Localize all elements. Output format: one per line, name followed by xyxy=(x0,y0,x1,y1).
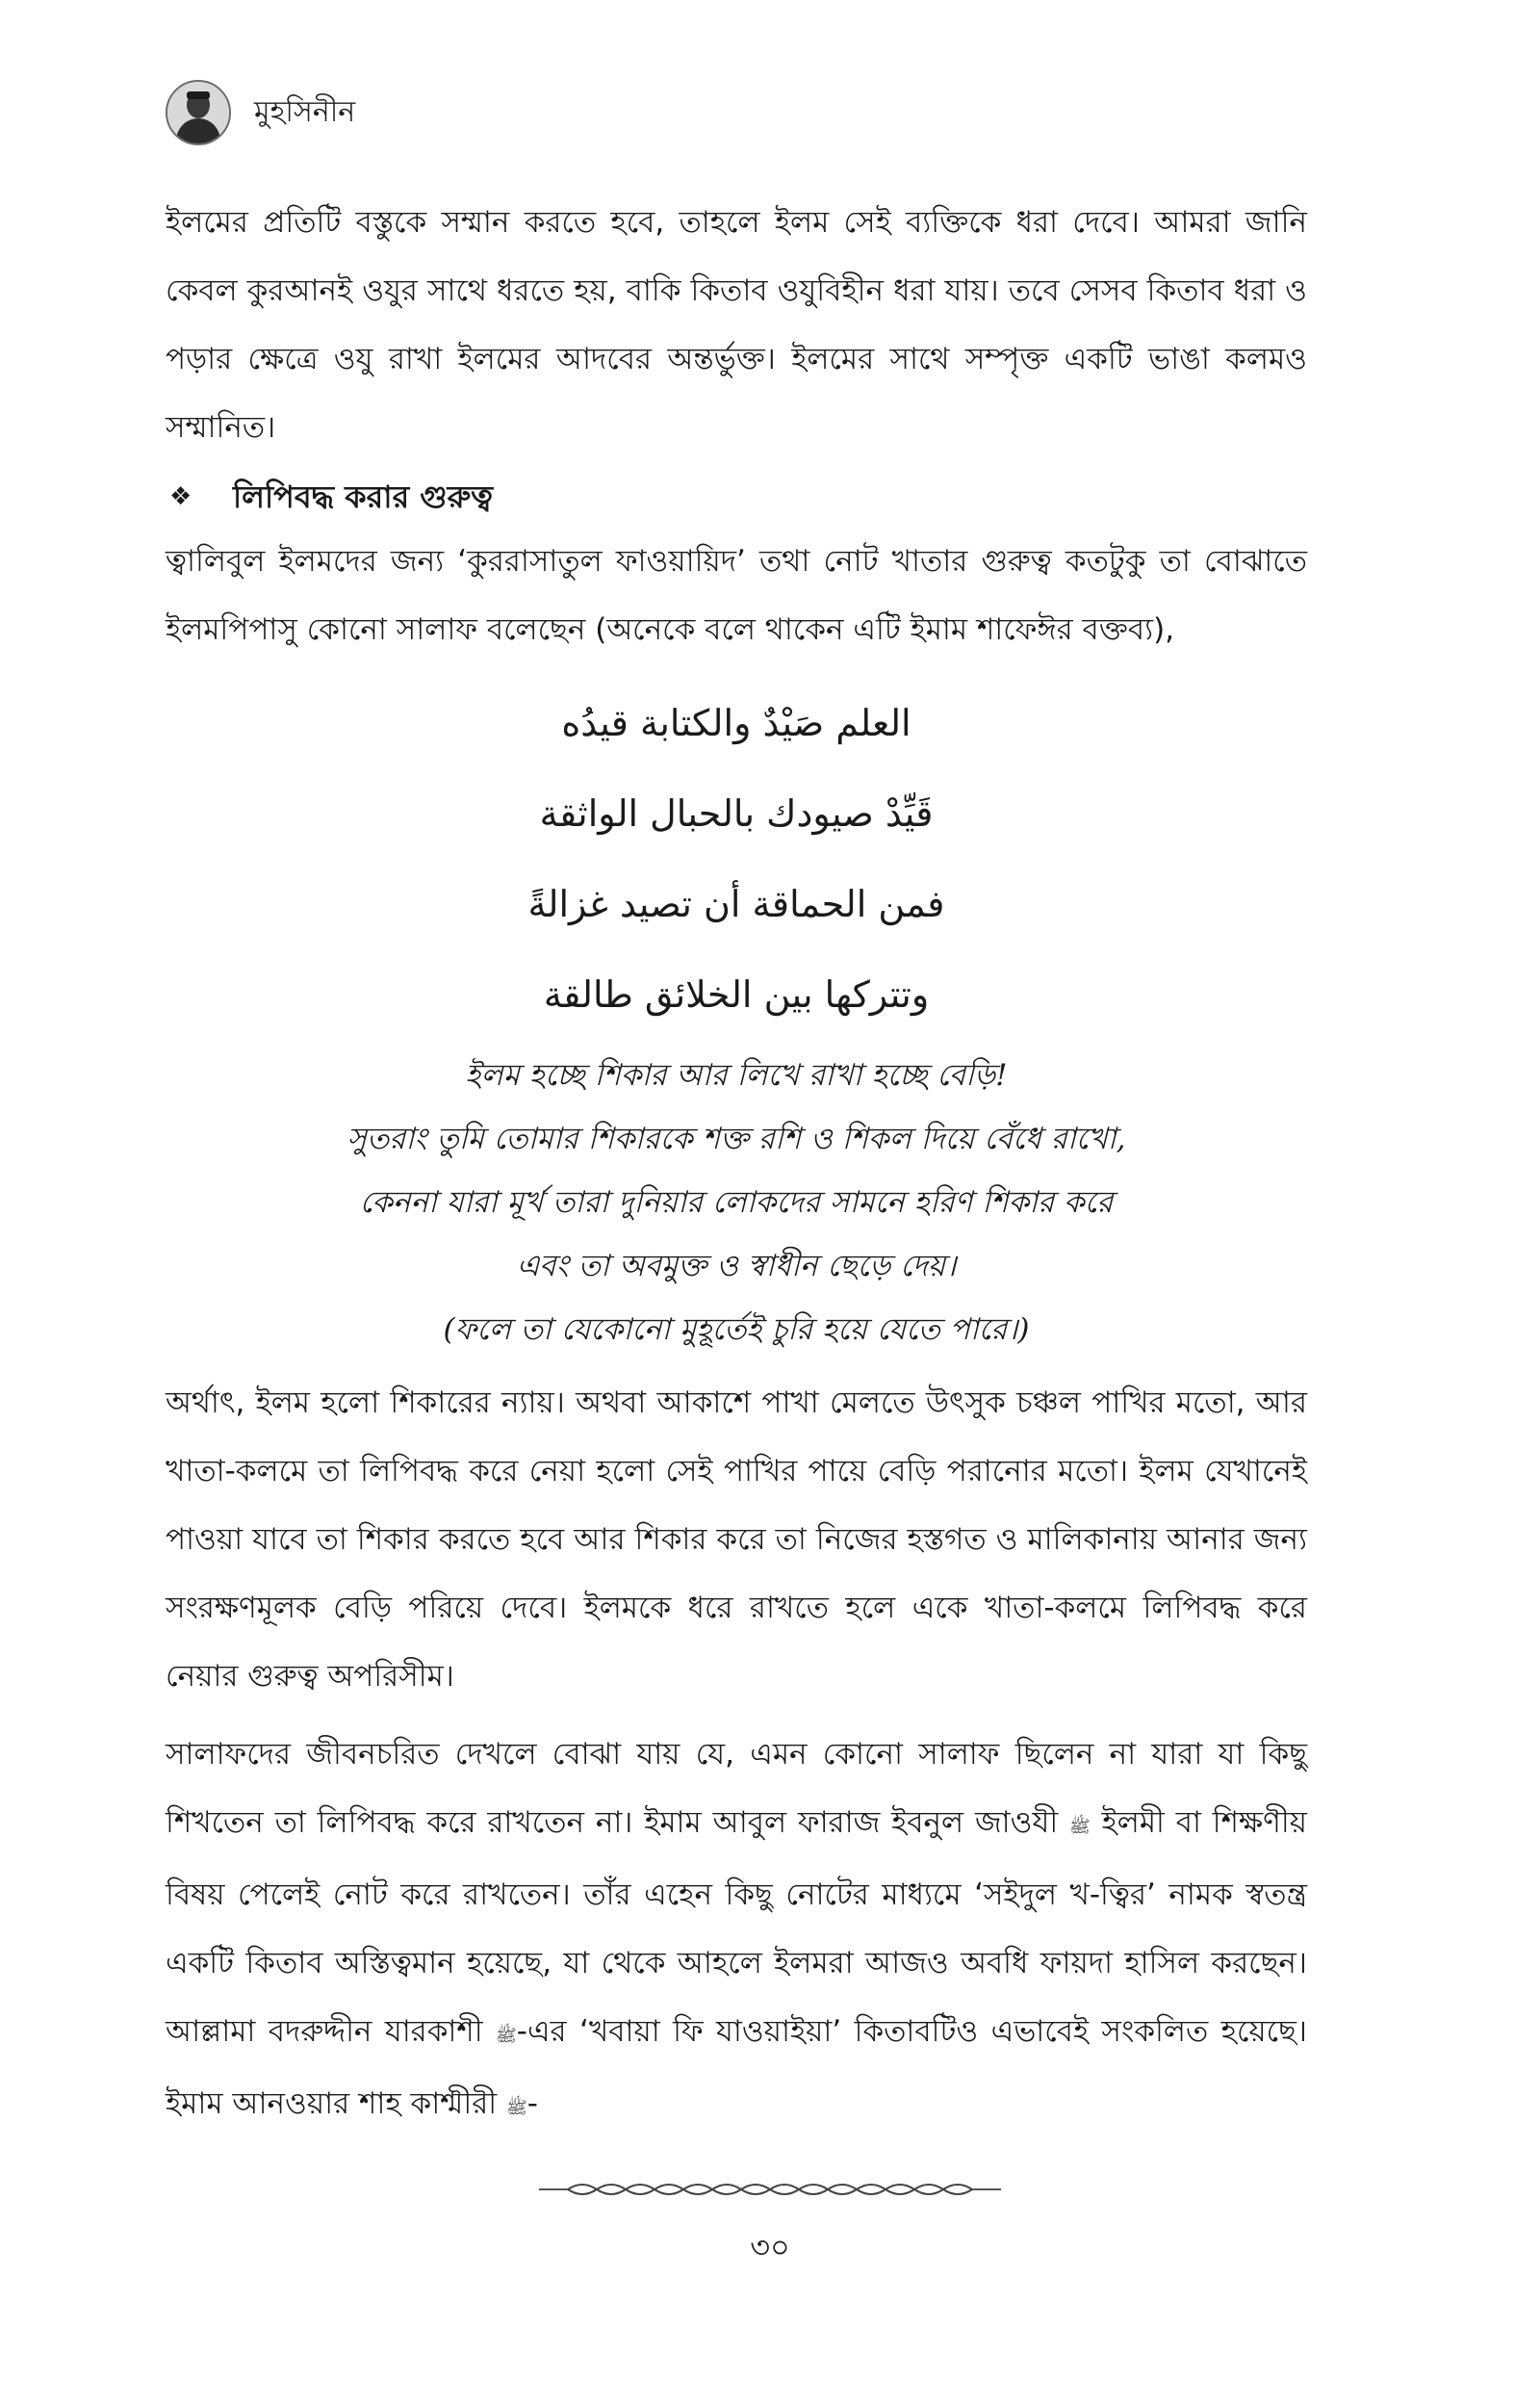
page-header xyxy=(166,79,355,146)
arabic-verse: العلم صَيْدٌ والكتابة قيدُه xyxy=(561,702,911,744)
paragraph-salaf-part: - xyxy=(526,2086,538,2121)
author-avatar-icon xyxy=(166,80,231,145)
paragraph-salaf-part: সালাফদের জীবনচরিত দেখলে বোঝা যায় যে, এমন কোনো সালাফ ছিলেন না যারা যা কিছু শিখতেন তা লিপিবদ্ধ করে রাখতেন না। ইমাম আবুল ফারাজ ইবনুল জাওযী xyxy=(166,1737,1307,1840)
page-content xyxy=(166,189,1307,2142)
paragraph-meaning: অর্থাৎ, ইলম হলো শিকারের ন্যায়। অথবা আকাশে পাখা মেলতে উৎসুক চঞ্চল পাখির মতো, আর খাতা-কলমে তা লিপিবদ্ধ করে নেয়া হলো সেই পাখির পায়ে বেড়ি পরানোর মতো। ইলম যেখানেই পাওয়া যাবে তা শিকার করতে হবে আর শিকার করে তা নিজের হস্তগত ও মালিকানায় আনার জন্য সংরক্ষণমূলক বেড়ি পরিয়ে দেবে। ইলমকে ধরে রাখতে হলে একে খাতা-কলমে লিপিবদ্ধ করে নেয়ার গুরুত্ব অপরিসীম। xyxy=(166,1385,1307,1694)
paragraph-intro: ত্বালিবুল ইলমদের জন্য ‘কুররাসাতুল ফাওয়ায়িদ’ তথা নোট খাতার গুরুত্ব কতটুকু তা বোঝাতে ইলমপিপাসু কোনো সালাফ বলেছেন (অনেকে বলে থাকেন এটি ইমাম শাফেঈর বক্তব্য), xyxy=(166,544,1307,647)
honorific-glyph: ﷺ xyxy=(505,2098,527,2118)
poem-line: ইলম হচ্ছে শিকার আর লিখে রাখা হচ্ছে বেড়ি! xyxy=(465,1058,1008,1093)
section-heading xyxy=(166,466,1307,528)
paragraph-salaf xyxy=(166,1721,1307,2142)
arabic-verse: قَيِّدْ صيودك بالحبال الواثقة xyxy=(539,792,934,835)
poem-line: এবং তা অবমুক্ত ও স্বাধীন ছেড়ে দেয়। xyxy=(516,1249,957,1283)
honorific-glyph: ﷺ xyxy=(1069,1817,1091,1837)
poem-line: সুতরাং তুমি তোমার শিকারকে শক্ত রশি ও শিকল দিয়ে বেঁধে রাখো, xyxy=(346,1122,1126,1156)
page-number: ৩০ xyxy=(750,2229,790,2265)
book-title: মুহসিনীন xyxy=(254,94,356,129)
bengali-poem-translation xyxy=(166,1044,1307,1361)
paragraph-salaf-part: ইলমী বা শিক্ষণীয় বিষয় পেলেই নোট করে রাখতেন। তাঁর এহেন কিছু নোটের মাধ্যমে ‘সইদুল খ-ত্বির’ নামক স্বতন্ত্র একটি কিতাব অস্তিত্বমান হয়েছে, যা থেকে আহলে ইলমরা আজও অবধি ফায়দা হাসিল করছেন। আল্লামা বদরুদ্দীন যারকাশী xyxy=(166,1805,1308,2049)
arabic-poem xyxy=(166,678,1307,1040)
arabic-verse: فمن الحماقة أن تصيد غزالةً xyxy=(527,883,945,925)
paragraph-respect: ইলমের প্রতিটি বস্তুকে সম্মান করতে হবে, তাহলে ইলম সেই ব্যক্তিকে ধরা দেবে। আমরা জানি কেবল কুরআনই ওযুর সাথে ধরতে হয়, বাকি কিতাব ওযুবিহীন ধরা যায়। তবে সেসব কিতাব ধরা ও পড়ার ক্ষেত্রে ওযু রাখা ইলমের আদবের অন্তর্ভুক্ত। ইলমের সাথে সম্পৃক্ত একটি ভাঙা কলমও সম্মানিত। xyxy=(166,205,1307,445)
honorific-glyph: ﷺ xyxy=(496,2026,517,2046)
paragraph-salaf-part: -এর ‘খবায়া ফি যাওয়াইয়া’ কিতাবটিও এভাবেই সংকলিত হয়েছে। ইমাম আনওয়ার শাহ কাশ্মীরী xyxy=(166,2014,1307,2121)
arabic-verse: وتتركها بين الخلائق طالقة xyxy=(543,973,930,1016)
section-heading-text: লিপিবদ্ধ করার গুরুত্ব xyxy=(233,479,493,515)
poem-line: (ফলে তা যেকোনো মুহূর্তেই চুরি হয়ে যেতে পারে।) xyxy=(443,1312,1030,1347)
poem-line: কেননা যারা মূর্খ তারা দুনিয়ার লোকদের সামনে হরিণ শিকার করে xyxy=(359,1185,1114,1220)
diamond-bullet-icon: ❖ xyxy=(169,482,192,511)
footer-ornament-divider xyxy=(539,2178,1001,2201)
